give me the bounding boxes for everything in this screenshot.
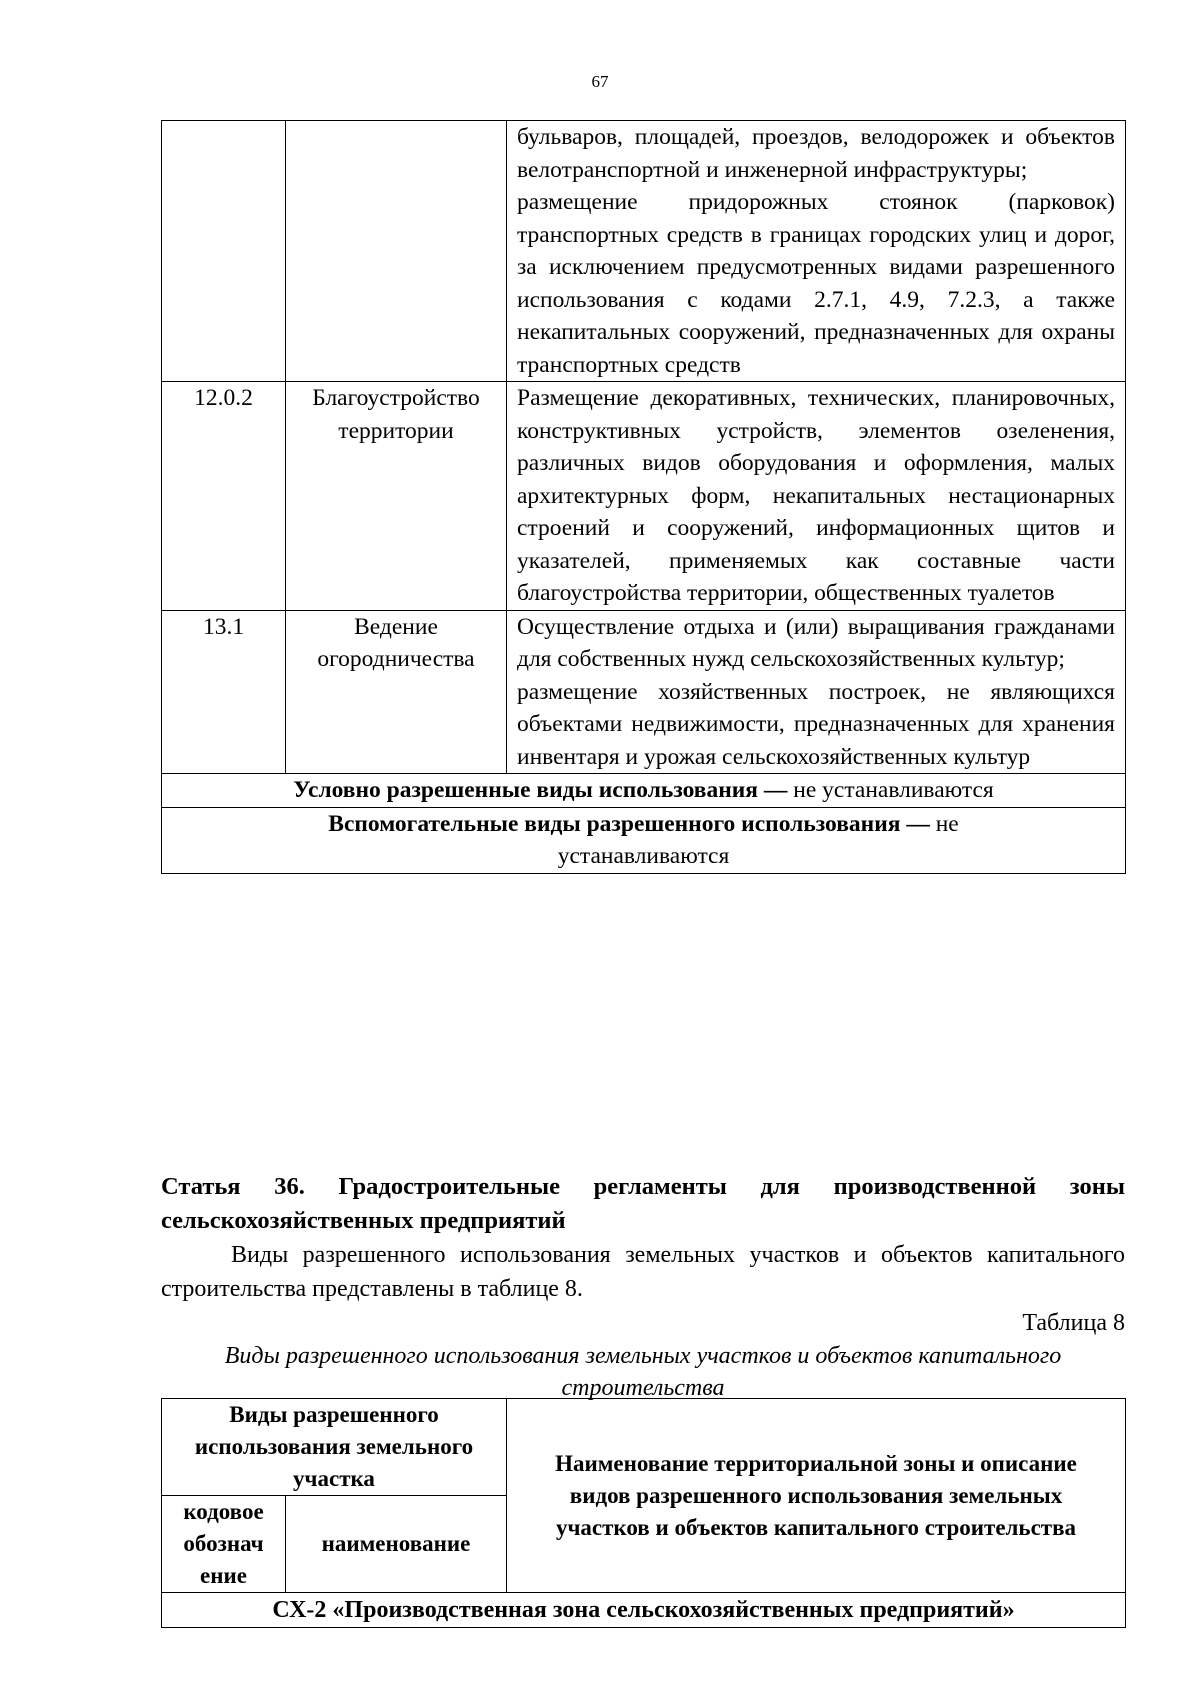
description-paragraph: Размещение декоративных, технических, планировочных, конструктивных устройств, элементов озеленения, различных видов оборудования и оформления, малых архитектурных форм, некапитальных нестационарных строений и сооружений, информационных щитов и указателей, применяемых как составные части благоустройства территории, общественных туалетов (517, 385, 1115, 606)
article-36 (161, 1170, 1125, 1404)
conditional-uses-row (162, 774, 1126, 808)
auxiliary-uses-cell (162, 807, 1126, 873)
code-cell: 12.0.2 (162, 382, 286, 611)
land-use-table-continued (161, 120, 1126, 874)
code-cell: 13.1 (162, 610, 286, 774)
zone-title-cell: СХ-2 «Производственная зона сельскохозяйственных предприятий» (162, 1593, 1126, 1628)
name-cell: Благоустройство территории (286, 382, 507, 611)
conditional-uses-cell (162, 774, 1126, 808)
description-cell (507, 610, 1126, 774)
description-cell (507, 121, 1126, 382)
conditional-uses-value: не устанавливаются (787, 777, 994, 803)
name-cell (286, 121, 507, 382)
table-label: Таблица 8 (1022, 1310, 1125, 1336)
header-row (162, 1399, 1126, 1496)
header-name-cell: наименование (286, 1496, 507, 1593)
table-row (162, 610, 1126, 774)
name-cell: Ведение огородничества (286, 610, 507, 774)
table-row (162, 121, 1126, 382)
auxiliary-uses-heading: Вспомогательные виды разрешенного использования — (328, 810, 930, 837)
land-use-table-8 (161, 1398, 1126, 1628)
table-caption: Виды разрешенного использования земельных участков и объектов капитального строительства (224, 1343, 1062, 1401)
page-number: 67 (591, 72, 609, 91)
zone-row (162, 1593, 1126, 1628)
code-cell (162, 121, 286, 382)
description-cell (507, 382, 1126, 611)
auxiliary-uses-row (162, 807, 1126, 873)
article-title: Статья 36. Градостроительные регламенты для производственной зоны сельскохозяйственных предприятий (161, 1173, 1125, 1234)
header-description-cell: Наименование территориальной зоны и описание видов разрешенного использования земельных участков и объектов капитального строительства (507, 1399, 1126, 1593)
description-paragraph: бульваров, площадей, проездов, велодорожек и объектов велотранспортной и инженерной инфраструктуры; (517, 124, 1115, 183)
header-group-cell: Виды разрешенного использования земельного участка (162, 1399, 507, 1496)
conditional-uses-heading: Условно разрешенные виды использования — (293, 777, 788, 803)
article-text: Виды разрешенного использования земельных участков и объектов капитального строительства представлены в таблице 8. (161, 1242, 1125, 1302)
header-code-cell: кодовое обознач ение (162, 1496, 286, 1593)
auxiliary-uses-value: не устанавливаются (557, 810, 959, 869)
description-paragraph: размещение придорожных стоянок (парковок) транспортных средств в границах городских улиц и дорог, за исключением предусмотренных видами разрешенного использования с кодами 2.7.1, 4.9, 7.2.3, а также некапитальных сооружений, предназначенных для охраны транспортных средств (517, 189, 1115, 378)
description-paragraph: Осуществление отдыха и (или) выращивания гражданами для собственных нужд сельскохозяйственных культур; (517, 613, 1115, 672)
table-row (162, 382, 1126, 611)
description-paragraph: размещение хозяйственных построек, не являющихся объектами недвижимости, предназначенных для хранения инвентаря и урожая сельскохозяйственных культур (517, 678, 1115, 770)
